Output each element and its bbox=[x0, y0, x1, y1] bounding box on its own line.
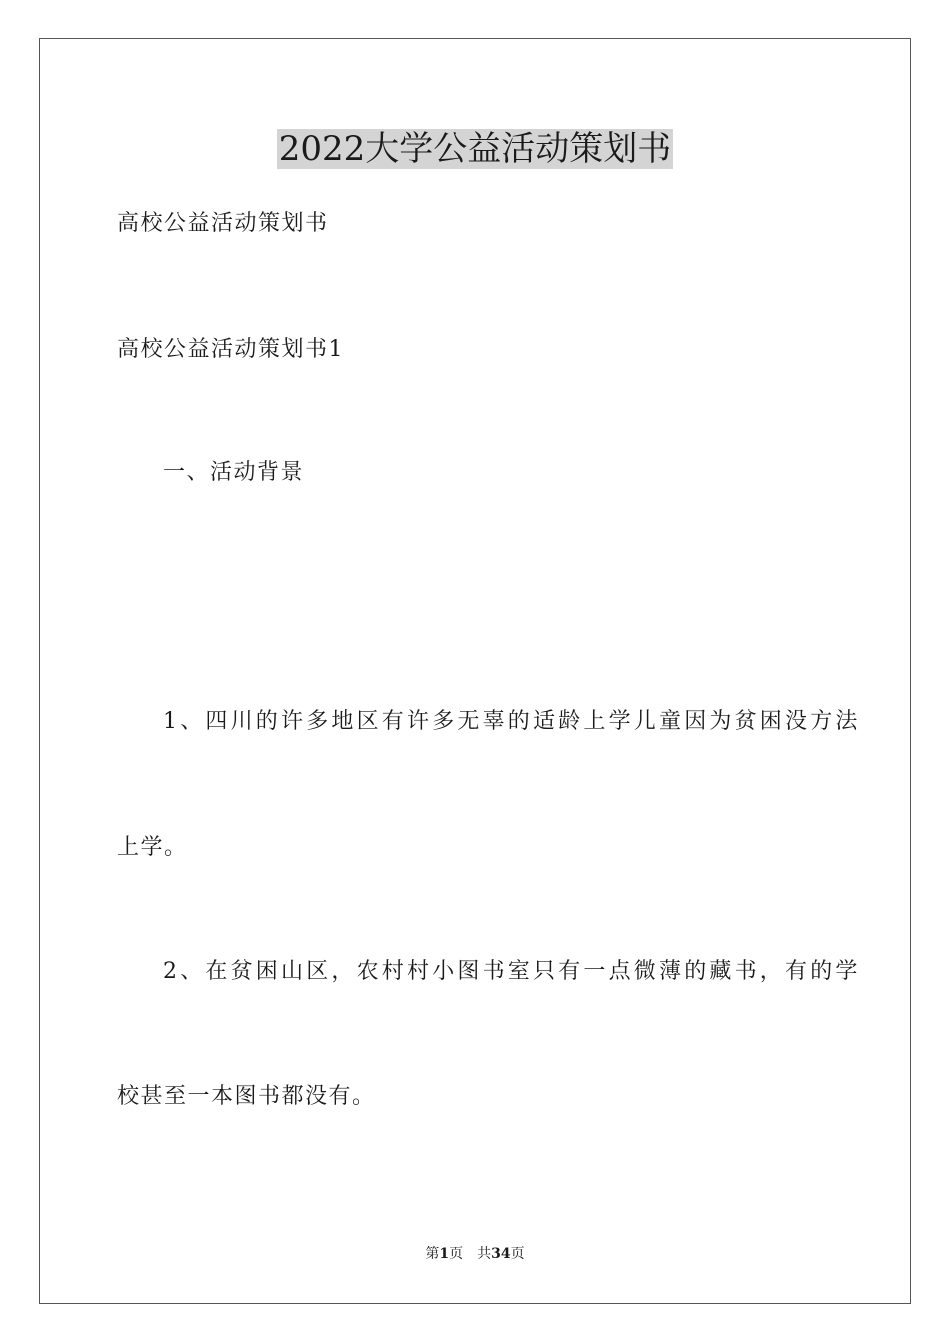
footer-total-prefix: 共 bbox=[477, 1246, 492, 1262]
item-1-line-1: 1、四川的许多地区有许多无辜的适龄上学儿童因为贫困没方法 bbox=[163, 709, 861, 734]
footer-total-pages: 34 bbox=[491, 1246, 511, 1262]
section-one-heading: 一、活动背景 bbox=[163, 460, 305, 485]
document-subtitle: 高校公益活动策划书 bbox=[117, 211, 329, 236]
footer-total-unit: 页 bbox=[510, 1246, 525, 1262]
item-2-line-1: 2、在贫困山区，农村村小图书室只有一点微薄的藏书，有的学 bbox=[163, 959, 861, 984]
footer-page-unit: 页 bbox=[449, 1246, 464, 1262]
document-title bbox=[0, 124, 950, 174]
document-title-text: 2022大学公益活动策划书 bbox=[278, 129, 672, 169]
section-heading: 高校公益活动策划书1 bbox=[117, 337, 344, 362]
item-1-line-2: 上学。 bbox=[117, 835, 188, 860]
footer-page-current: 1 bbox=[439, 1246, 450, 1262]
page-footer bbox=[0, 1244, 950, 1264]
footer-page-prefix: 第 bbox=[425, 1246, 440, 1262]
item-2-line-2: 校甚至一本图书都没有。 bbox=[117, 1084, 376, 1109]
